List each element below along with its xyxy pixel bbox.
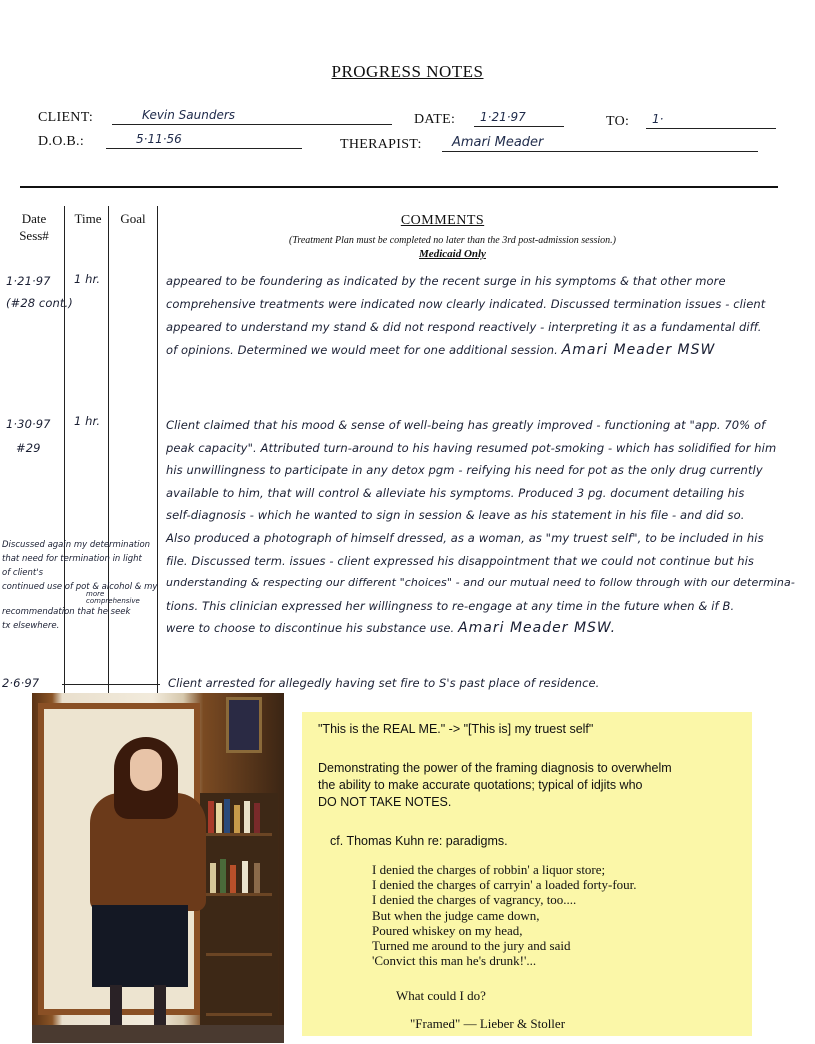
entry-1-date-cell: [6, 270, 73, 314]
entry-2-line: tions. This clinician expressed her willingness to re-engage at any time in the future when & if B.: [166, 598, 735, 613]
entry-3-date: 2·6·97: [2, 676, 40, 690]
to-field: 1·: [646, 111, 776, 129]
entry-2-signature: Amari Meader MSW.: [458, 620, 617, 637]
entry-2-comment: [166, 414, 802, 640]
therapist-field: Amari Meader: [442, 134, 758, 152]
margin-insert: more comprehensive: [86, 590, 140, 605]
photo-skirt: [92, 905, 188, 987]
entry-1-session: (#28 cont.): [6, 296, 73, 310]
lyric-line: I denied the charges of robbin' a liquor store;: [372, 862, 606, 877]
annotation-box: [302, 712, 752, 1036]
medicaid-note: Medicaid Only: [419, 248, 486, 260]
entry-1-line: of opinions. Determined we would meet for one additional session. Amari Meader MSW: [166, 342, 716, 358]
photo-face: [130, 749, 162, 791]
entry-2-date: 1·30·97: [6, 417, 51, 431]
entry-2-line: file. Discussed term. issues - client expressed his disappointment that we could not continue but his: [166, 553, 754, 568]
photo-bookshelf: [200, 793, 278, 1043]
annotation-cf: cf. Thomas Kuhn re: paradigms.: [330, 834, 508, 848]
photo-picture-frame: [226, 697, 262, 753]
header-divider: [20, 186, 778, 188]
entry-2-line: Also produced a photograph of himself dressed, as a woman, as "my truest self", to be included in his: [166, 530, 764, 545]
margin-note: Discussed again my determination that need for termination in light of client's continued use of pot & alcohol & my more comprehensive recommendation that he seek tx elsewhere.: [2, 540, 158, 631]
dob-field: 5·11·56: [106, 131, 302, 149]
lyrics: [372, 862, 637, 968]
date-label: DATE:: [414, 112, 456, 127]
col-time: Time: [74, 211, 102, 226]
entry-2-line: peak capacity". Attributed turn-around to his having resumed pot-smoking - which has solidified for him: [166, 440, 777, 455]
entry-2-time: 1 hr.: [74, 414, 101, 428]
entry-2-session: #29: [16, 441, 41, 455]
annotation-commentary: Demonstrating the power of the framing diagnosis to overwhelm the ability to make accurate quotations; typical of idjits who DO NOT TAKE NOTES.: [318, 761, 672, 809]
col-date: Date Sess#: [19, 211, 49, 243]
entry-1-signature: Amari Meader MSW: [561, 342, 716, 358]
page-title: PROGRESS NOTES: [331, 62, 484, 81]
entry-3-arrow: [62, 684, 160, 685]
lyric-line: But when the judge came down,: [372, 907, 540, 923]
entry-2-date-cell: [6, 412, 51, 460]
comments-heading: COMMENTS: [400, 213, 485, 228]
entry-1-time: 1 hr.: [74, 272, 101, 286]
entry-2-line: available to him, that will control & alleviate his symptoms. Produced 3 pg. document detailing his: [166, 485, 745, 500]
entry-2-line: understanding & respecting our different "choices" - and our mutual need to follow through with our determina-: [166, 576, 795, 590]
treatment-plan-note: (Treatment Plan must be completed no later than the 3rd post-admission session.): [288, 235, 616, 246]
entry-2-line: his unwillingness to participate in any detox pgm - reifying his need for pot as the only drug currently: [166, 463, 763, 478]
entry-1-line: appeared to be foundering as indicated by the recent surge in his symptoms & that other more: [166, 274, 726, 288]
entry-3-comment: Client arrested for allegedly having set fire to S's past place of residence.: [168, 676, 600, 690]
entry-1-line: appeared to understand my stand & did not respond reactively - interpreting it as a fundamental diff.: [166, 320, 762, 334]
entry-2-line: Client claimed that his mood & sense of well-being has greatly improved - functioning at "app. 70% of: [166, 418, 766, 432]
to-label: TO:: [606, 114, 630, 129]
client-field: Kevin Saunders: [112, 107, 392, 125]
entry-1-date: 1·21·97: [6, 274, 51, 288]
entry-1-line: comprehensive treatments were indicated now clearly indicated. Discussed termination issues - client: [166, 297, 766, 311]
entry-1-comment: [166, 270, 802, 362]
lyric-line: 'Convict this man he's drunk!'...: [372, 953, 537, 969]
annotation-quote: "This is the REAL ME." -> "[This is] my truest self": [318, 722, 594, 736]
photo-leg: [154, 985, 166, 1029]
client-label: CLIENT:: [38, 110, 94, 125]
lyric-credit: "Framed" — Lieber & Stoller: [410, 1016, 566, 1031]
lyric-line: Poured whiskey on my head,: [372, 922, 523, 938]
dob-label: D.O.B.:: [38, 134, 85, 149]
entry-2-line: self-diagnosis - which he wanted to sign in session & leave as his statement in his file - and did so.: [166, 508, 745, 523]
therapist-label: THERAPIST:: [340, 137, 422, 152]
lyric-line: I denied the charges of carryin' a loaded forty-four.: [372, 877, 637, 893]
col-goal: Goal: [120, 211, 146, 226]
photo-leg: [110, 985, 122, 1029]
date-field: 1·21·97: [474, 109, 564, 127]
lyric-line: Turned me around to the jury and said: [372, 938, 571, 954]
entry-2-line: were to choose to discontinue his substance use. Amari Meader MSW.: [166, 620, 617, 637]
photograph: [32, 693, 284, 1043]
lyric-question: What could I do?: [396, 988, 486, 1003]
lyric-line: I denied the charges of vagrancy, too....: [372, 892, 577, 908]
photo-floor: [32, 1025, 284, 1043]
